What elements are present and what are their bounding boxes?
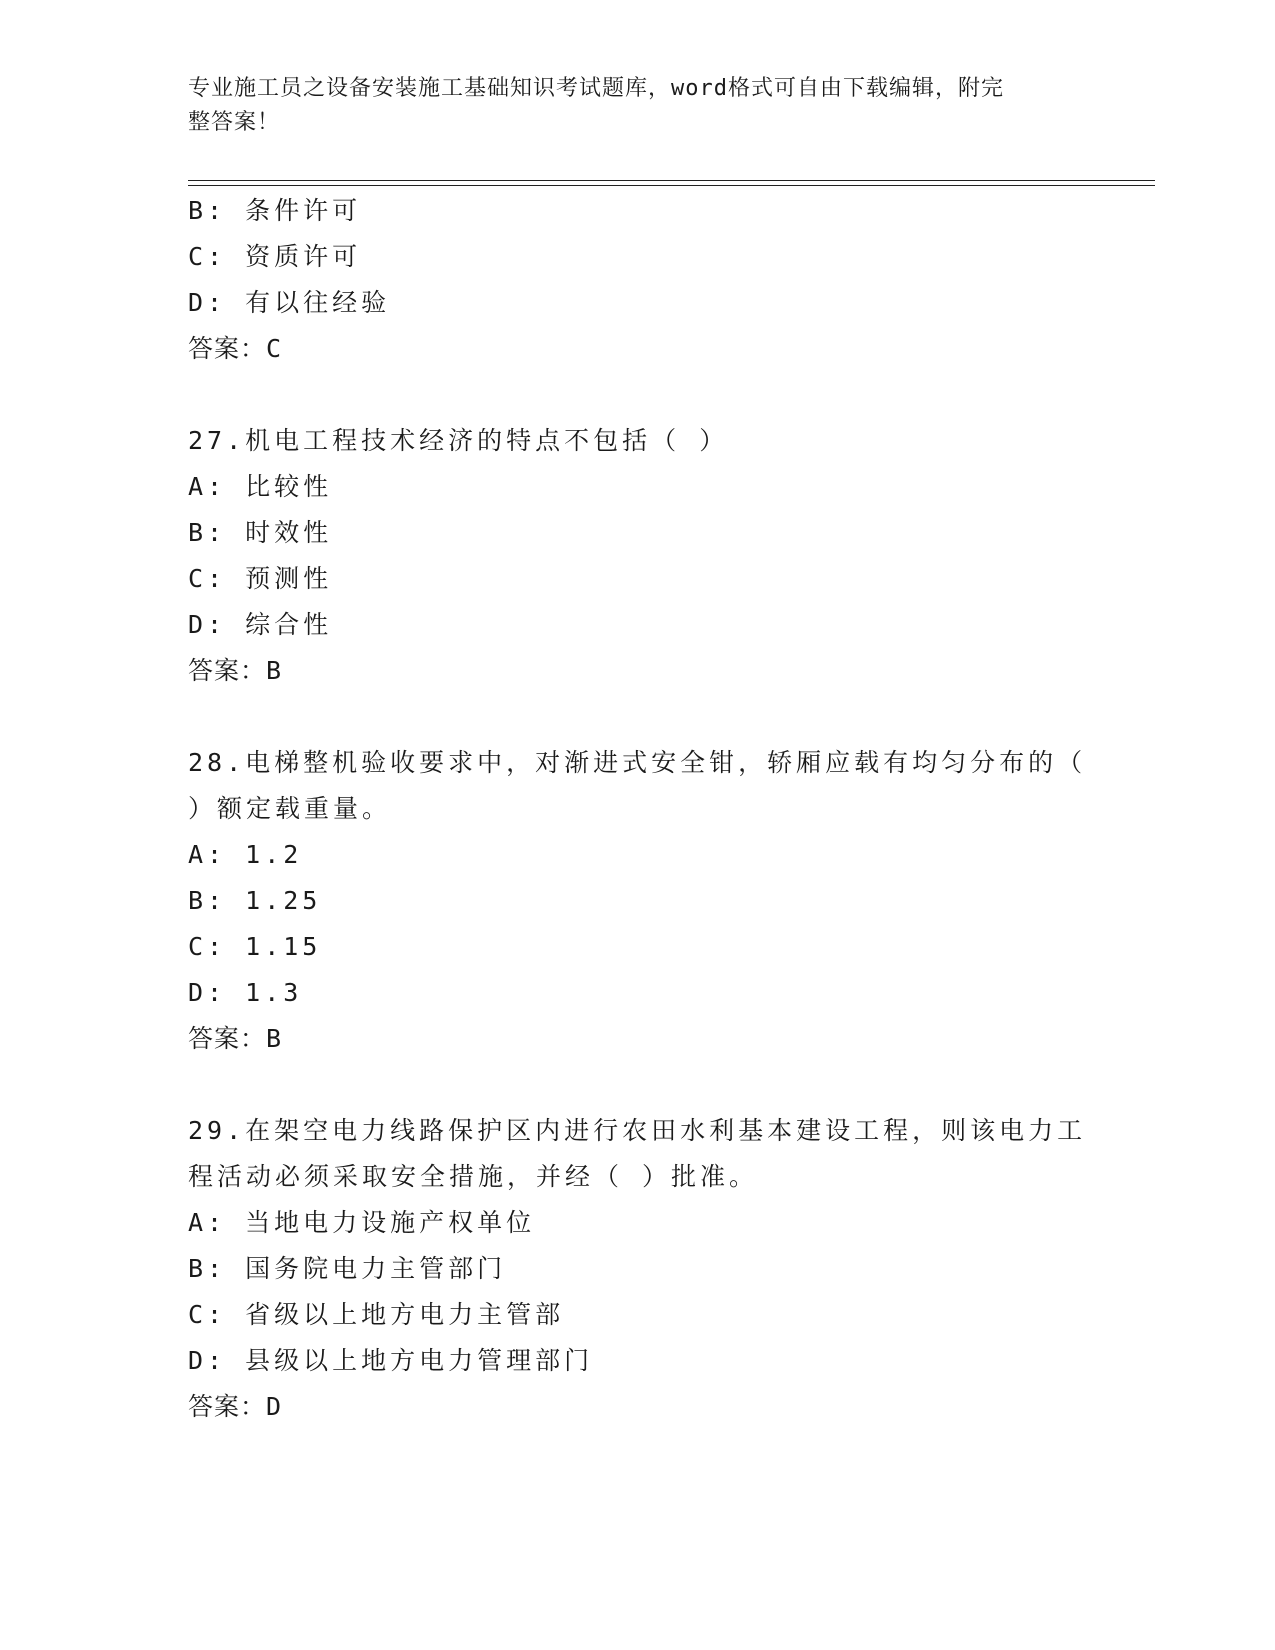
option-a: A: 1.2 [188,840,303,869]
option-b: B: 条件许可 [188,196,362,225]
option-b: B: 时效性 [188,518,333,547]
question-stem: 29.在架空电力线路保护区内进行农田水利基本建设工程，则该电力工 [188,1116,1087,1145]
option-c: C: 资质许可 [188,242,362,271]
option-d: D: 1.3 [188,978,303,1007]
option-c: C: 省级以上地方电力主管部 [188,1300,565,1329]
option-a: A: 比较性 [188,472,333,501]
answer: 答案：B [188,656,283,685]
question-list [188,188,1088,1430]
spacer [188,372,1088,418]
option-b: B: 国务院电力主管部门 [188,1254,507,1283]
option-c: C: 预测性 [188,564,333,593]
answer: 答案：D [188,1392,283,1421]
header-divider-bottom [188,185,1155,186]
question-27 [188,418,1088,694]
option-b: B: 1.25 [188,886,322,915]
option-d: D: 有以往经验 [188,288,391,317]
header-divider-top [188,180,1155,181]
option-d: D: 县级以上地方电力管理部门 [188,1346,594,1375]
document-header [188,72,1088,140]
option-d: D: 综合性 [188,610,333,639]
header-line-2: 整答案！ [188,110,281,135]
question-stem-continued: 程活动必须采取安全措施，并经（ ）批准。 [188,1162,759,1191]
question-26-tail [188,188,1088,372]
question-29 [188,1108,1088,1430]
question-stem: 27.机电工程技术经济的特点不包括（ ） [188,426,729,455]
answer: 答案：B [188,1024,283,1053]
answer: 答案：C [188,334,283,363]
question-stem: 28.电梯整机验收要求中，对渐进式安全钳，轿厢应载有均匀分布的（ [188,748,1087,777]
header-line-1: 专业施工员之设备安装施工基础知识考试题库，word格式可自由下载编辑，附完 [188,76,1004,101]
question-stem-continued: ）额定载重量。 [188,794,392,823]
spacer [188,694,1088,740]
option-c: C: 1.15 [188,932,322,961]
spacer [188,1062,1088,1108]
question-28 [188,740,1088,1062]
option-a: A: 当地电力设施产权单位 [188,1208,536,1237]
